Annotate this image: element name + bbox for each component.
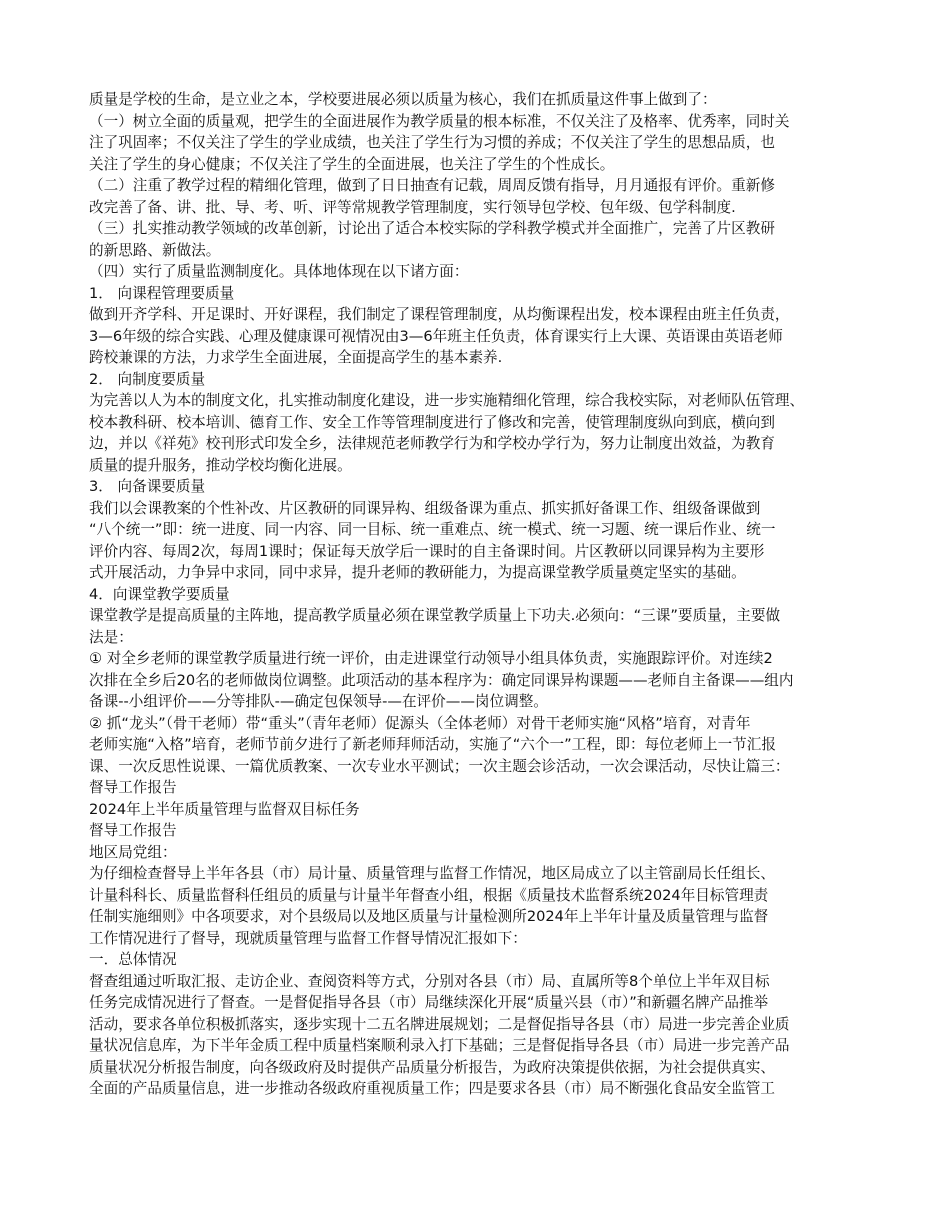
text-line: 3． 向备课要质量 bbox=[89, 478, 206, 495]
document-body bbox=[89, 89, 869, 1100]
text-line: 2024年上半年质量管理与监督双目标任务 bbox=[89, 800, 360, 818]
text-line: 为完善以人为本的制度文化，扎实推动制度化建设，进一步实施精细化管理，综合我校实际，对老师队伍管理、 bbox=[89, 392, 805, 409]
text-line: 为仔细检查督导上半年各县（市）局计量、质量管理与监督工作情况，地区局成立了以主管副局长任组长、 bbox=[89, 865, 775, 882]
text-line: 老师实施“入格”培育，老师节前夕进行了新老师拜师活动，实施了“六个一”工程，即：每位老师上一节汇报 bbox=[89, 736, 776, 753]
text-line: 任务完成情况进行了督查。一是督促指导各县（市）局继续深化开展“质量兴县（市）”和新疆名牌产品推举 bbox=[89, 994, 769, 1011]
text-line: ① 对全乡老师的课堂教学质量进行统一评价，由走进课堂行动领导小组具体负责，实施跟踪评价。对连续2 bbox=[89, 650, 773, 667]
text-line: 式开展活动，力争异中求同，同中求异，提升老师的教研能力，为提高课堂教学质量奠定坚实的基础。 bbox=[89, 564, 746, 581]
text-line: 1． 向课程管理要质量 bbox=[89, 284, 235, 302]
text-line: 备课--小组评价——分等排队-—确定包保领导-—在评价——岗位调整。 bbox=[89, 693, 548, 710]
text-line: 量状况信息库，为下半年金质工程中质量档案顺利录入打下基础；三是督促指导各县（市）局进一步完善产品 bbox=[89, 1037, 790, 1054]
text-line: 工作情况进行了督导，现就质量管理与监督工作督导情况汇报如下： bbox=[89, 929, 527, 947]
text-line: 任制实施细则》中各项要求，对个县级局以及地区质量与计量检测所2024年上半年计量及质量管理与监督 bbox=[89, 908, 769, 925]
text-line: （三）扎实推动教学领域的改革创新，讨论出了适合本校实际的学科教学模式并全面推广，完善了片区教研 bbox=[89, 220, 775, 237]
text-line: 的新思路、新做法。 bbox=[89, 241, 221, 259]
text-line: 4．向课堂教学要质量 bbox=[89, 585, 230, 603]
text-line: “八个统一”即：统一进度、同一内容、同一目标、统一重难点、统一模式、统一习题、统一课后作业、统一 bbox=[89, 521, 776, 538]
text-line: 关注了学生的身心健康；不仅关注了学生的全面进展，也关注了学生的个性成长。 bbox=[89, 155, 615, 173]
text-line: 全面的产品质量信息，进一步推动各级政府重视质量工作；四是要求各县（市）局不断强化食品安全监管工 bbox=[89, 1080, 775, 1097]
text-line: 质量是学校的生命，是立业之本，学校要进展必须以质量为核心，我们在抓质量这件事上做到了： bbox=[89, 91, 717, 108]
text-line: 法是： bbox=[89, 628, 133, 646]
text-line: 质量状况分析报告制度，向各级政府及时提供产品质量分析报告，为政府决策提供依据，为社会提供真实、 bbox=[89, 1058, 775, 1076]
text-line: 做到开齐学科、开足课时、开好课程，我们制定了课程管理制度，从均衡课程出发，校本课程由班主任负责， bbox=[89, 306, 790, 323]
text-line: 边，并以《祥苑》校刊形式印发全乡，法律规范老师教学行为和学校办学行为，努力让制度出效益，为教育 bbox=[89, 435, 775, 452]
text-line: 督查组通过听取汇报、走访企业、查阅资料等方式，分别对各县（市）局、直属所等8个单位上半年双目标 bbox=[89, 972, 770, 990]
text-line: 评价内容、每周2次，每周1课时；保证每天放学后一课时的自主备课时间。片区教研以同课异构为主要形 bbox=[89, 542, 765, 560]
text-line: 跨校兼课的方法，力求学生全面进展，全面提高学生的基本素养. bbox=[89, 349, 503, 366]
text-line: 质量的提升服务，推动学校均衡化进展。 bbox=[89, 456, 352, 474]
text-line: 课堂教学是提高质量的主阵地，提高教学质量必须在课堂教学质量上下功夫.必须向：“三课”要质量，主要做 bbox=[89, 607, 781, 624]
text-line: 一．总体情况 bbox=[89, 951, 177, 968]
text-line: 督导工作报告 bbox=[89, 779, 177, 796]
text-line: （四）实行了质量监测制度化。具体地体现在以下诸方面： bbox=[89, 263, 469, 280]
text-line: 督导工作报告 bbox=[89, 822, 177, 839]
text-line: 2． 向制度要质量 bbox=[89, 370, 206, 388]
text-line: 地区局党组： bbox=[89, 843, 177, 861]
text-line: ② 抓“龙头”（骨干老师）带“重头”（青年老师）促源头（全体老师）对骨干老师实施“风格”培育，对青年 bbox=[89, 714, 751, 732]
text-line: 校本教科研、校本培训、德育工作、安全工作等管理制度进行了修改和完善，使管理制度纵向到底，横向到 bbox=[89, 413, 775, 431]
text-line: 活动，要求各单位积极抓落实，逐步实现十二五名牌进展规划；二是督促指导各县（市）局进一步完善企业质 bbox=[89, 1015, 790, 1033]
text-line: 改完善了备、讲、批、导、考、听、评等常规教学管理制度，实行领导包学校、包年级、包学科制度. bbox=[89, 198, 736, 216]
text-line: 注了巩固率；不仅关注了学生的学业成绩，也关注了学生行为习惯的养成；不仅关注了学生的思想品质，也 bbox=[89, 134, 775, 151]
text-line: （一）树立全面的质量观，把学生的全面进展作为教学质量的根本标准，不仅关注了及格率、优秀率，同时关 bbox=[89, 112, 790, 130]
text-line: （二）注重了教学过程的精细化管理，做到了日日抽查有记载，周周反馈有指导，月月通报有评价。重新修 bbox=[89, 177, 775, 194]
text-line: 3—6年级的综合实践、心理及健康课可视情况由3—6年班主任负责，体育课实行上大课、英语课由英语老师 bbox=[89, 327, 783, 345]
text-line: 我们以会课教案的个性补改、片区教研的同课异构、组级备课为重点、抓实抓好备课工作、组级备课做到 bbox=[89, 499, 761, 517]
text-line: 计量科科长、质量监督科任组员的质量与计量半年督查小组，根据《质量技术监督系统2024年目标管理责 bbox=[89, 886, 769, 904]
text-line: 课、一次反思性说课、一篇优质教案、一次专业水平测试；一次主题会诊活动，一次会课活动，尽快让篇三： bbox=[89, 757, 790, 775]
text-line: 次排在全乡后20名的老师做岗位调整。此项活动的基本程序为：确定同课异构课题——老师自主备课——组内 bbox=[89, 671, 794, 689]
